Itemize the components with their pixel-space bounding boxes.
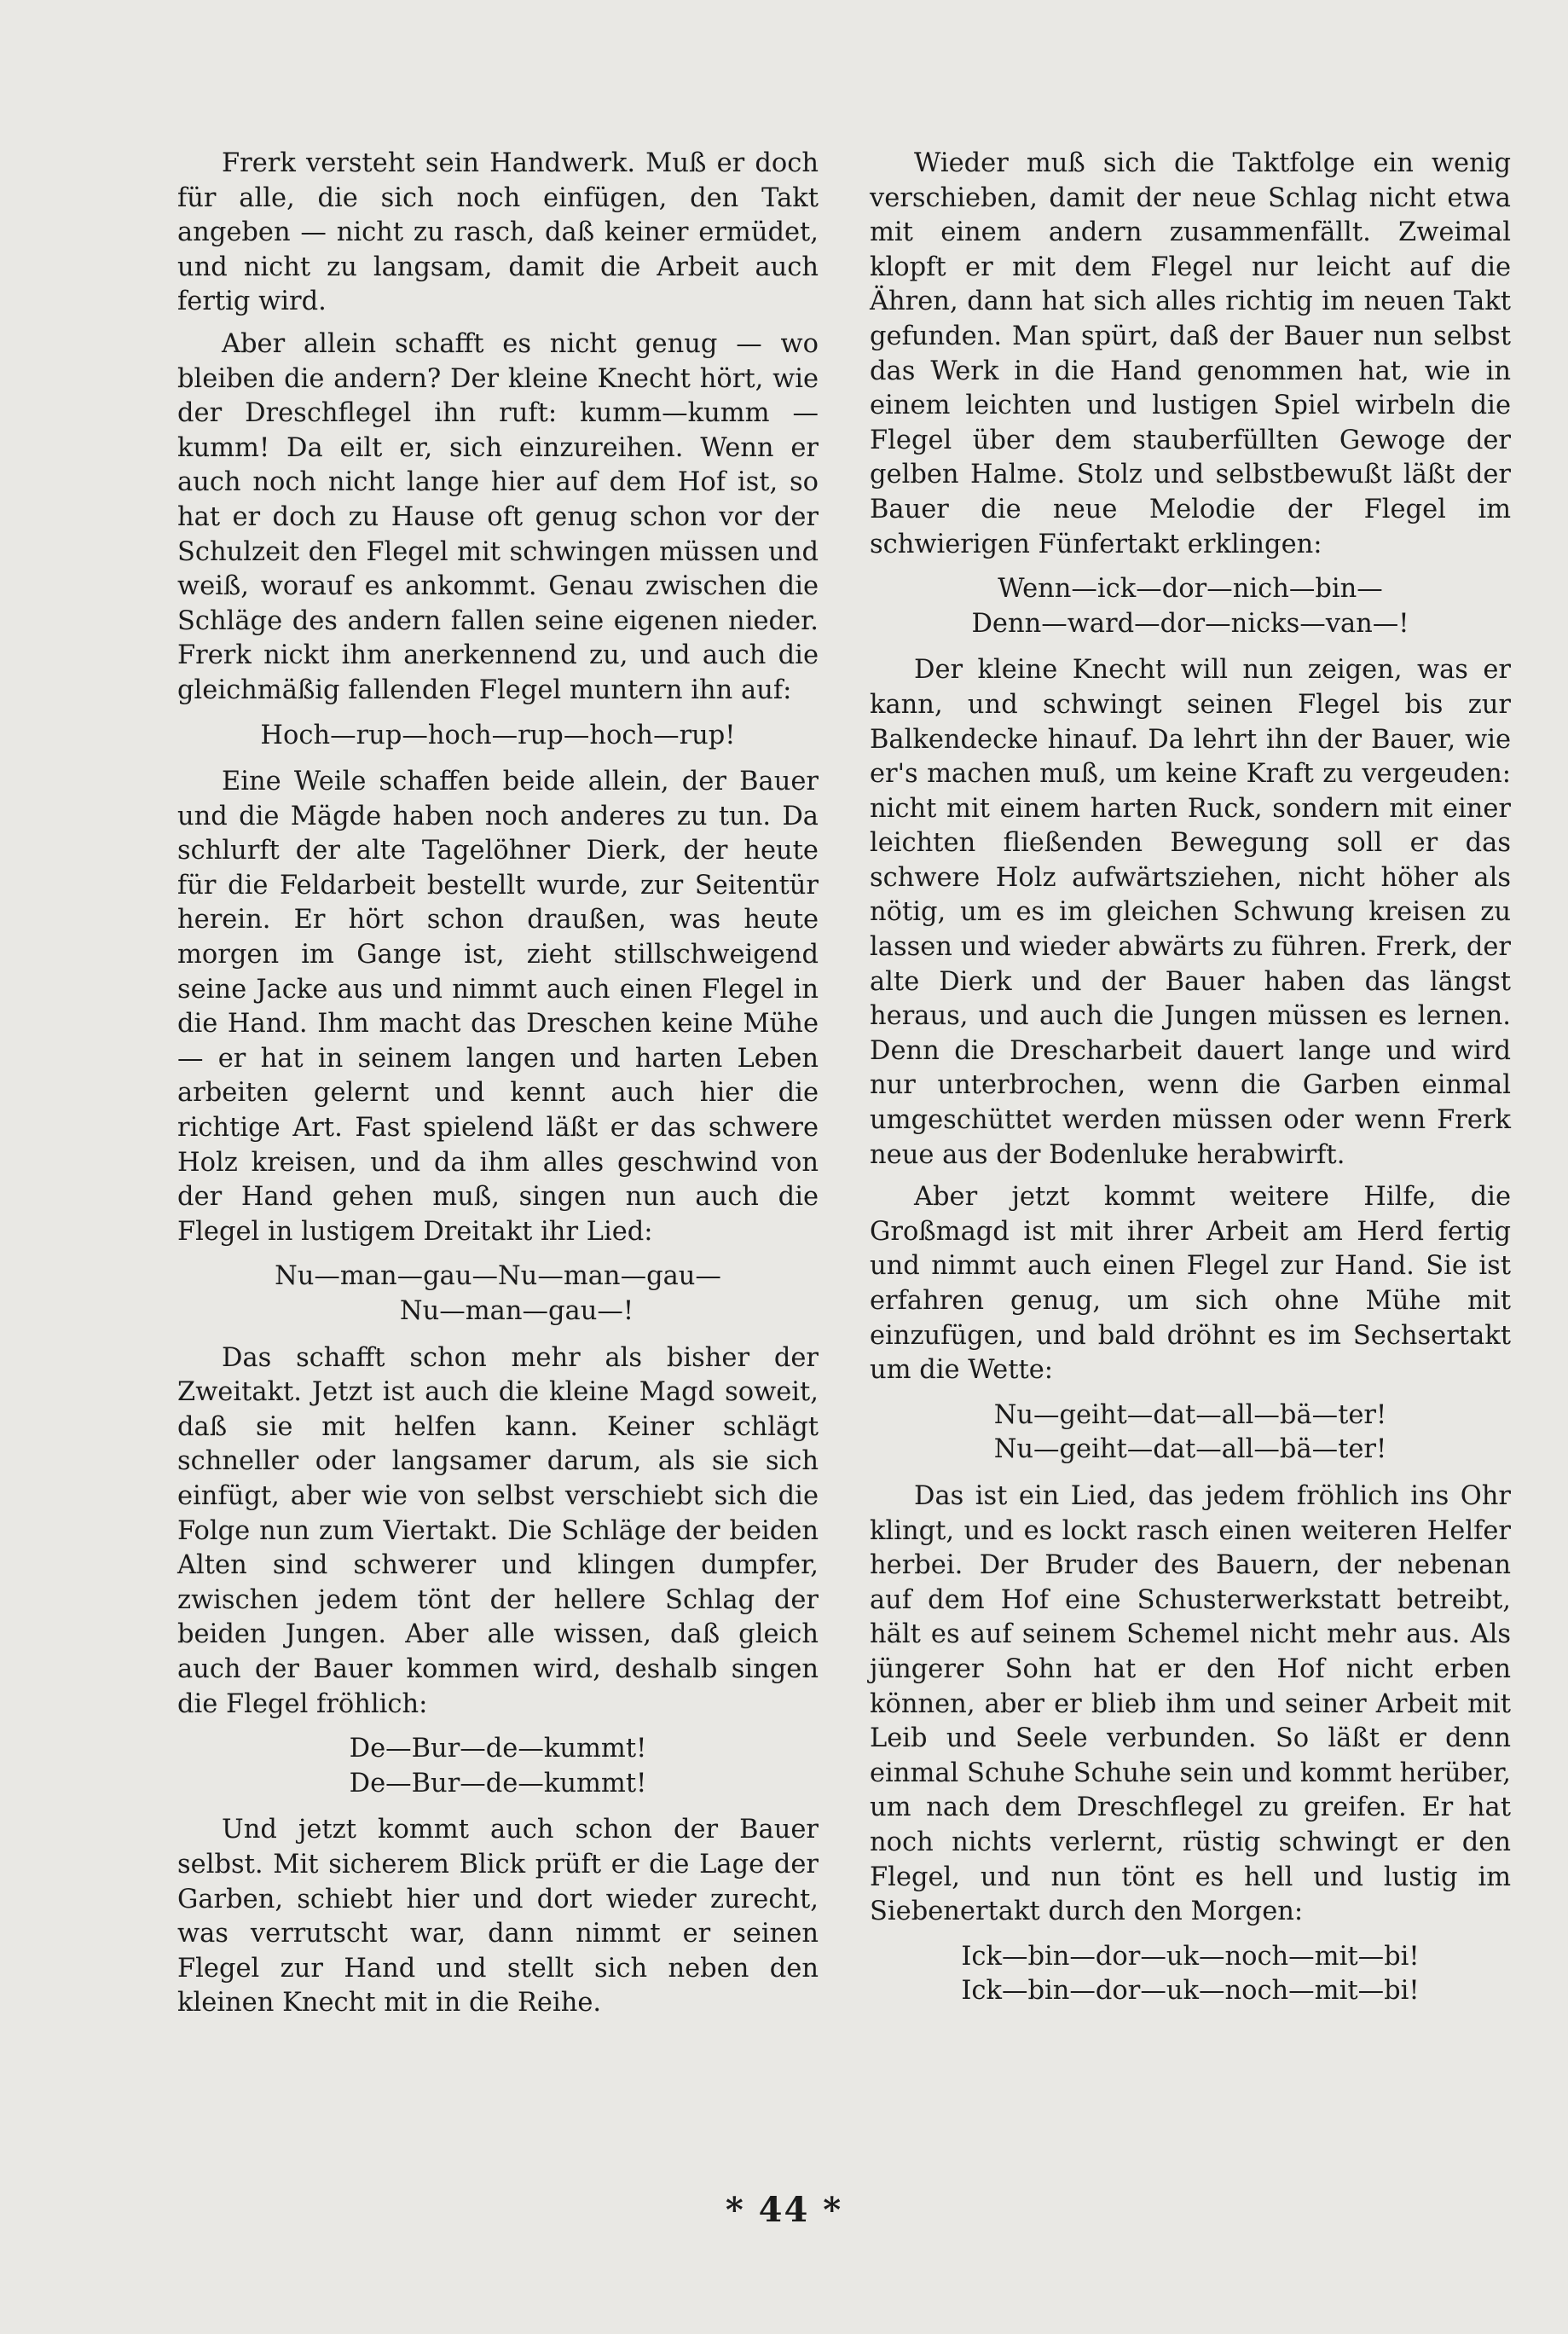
paragraph: Aber jetzt kommt weitere Hilfe, die Großmagd ist mit ihrer Arbeit am Herd fertig und nimmt auch einen Flegel zur Hand. Sie ist erfahren genug, um sich ohne Mühe mit einzufügen, und bald dröhnt es im Sechsertakt um die Wette: xyxy=(870,1182,1511,1386)
verse-line: Ick—bin—dor—uk—noch—mit—bi! xyxy=(961,1976,1420,2007)
verse-line: De—Bur—de—kummt! xyxy=(349,1768,647,1798)
verse-line: Nu—man—gau—Nu—man—gau— xyxy=(275,1261,721,1292)
verse xyxy=(177,719,819,754)
verse xyxy=(177,1732,819,1801)
paragraph: Aber allein schafft es nicht genug — wo bleiben die andern? Der kleine Knecht hört, wie der Dreschflegel ihn ruft: kumm—kumm —kumm! Da eilt er, sich einzureihen. Wenn er auch noch nicht lange hier auf dem Hof ist, so hat er doch zu Hause oft genug schon vor der Schulzeit den Flegel mit schwingen müssen und weiß, worauf es ankommt. Genau zwischen die Schläge des andern fallen seine eigenen nieder. Frerk nickt ihm anerkennend zu, und auch die gleichmäßig fallenden Flegel muntern ihn auf: xyxy=(177,328,819,705)
verse-line: Nu—geiht—dat—all—bä—ter! xyxy=(993,1399,1387,1430)
verse xyxy=(870,1940,1511,2009)
verse-line: Hoch—rup—hoch—rup—hoch—rup! xyxy=(260,720,736,750)
paragraph: Wieder muß sich die Taktfolge ein wenig verschieben, damit der neue Schlag nicht etwa mit einem andern zusammenfällt. Zweimal klopft er mit dem Flegel nur leicht auf die Ähren, dann hat sich alles richtig im neuen Takt gefunden. Man spürt, daß der Bauer nun selbst das Werk in die Hand genommen hat, wie in einem leichten und lustigen Spiel wirbeln die Flegel über dem stauberfüllten Gewoge der gelben Halme. Stolz und selbstbewußt läßt der Bauer die neue Melodie der Flegel im schwierigen Fünfertakt erklingen: xyxy=(870,148,1511,559)
paragraph: Das ist ein Lied, das jedem fröhlich ins Ohr klingt, und es lockt rasch einen weiteren Helfer herbei. Der Bruder des Bauern, der nebenan auf dem Hof eine Schusterwerkstatt betreibt, hält es auf seinem Schemel nicht mehr aus. Als jüngerer Sohn hat er den Hof nicht erben können, aber er blieb ihm und seiner Arbeit mit Leib und Seele verbunden. So läßt er denn einmal Schuhe Schuhe sein und kommt herüber, um nach dem Dreschflegel zu greifen. Er hat noch nichts verlernt, rüstig schwingt er den Flegel, und nun tönt es hell und lustig im Siebenertakt durch den Morgen: xyxy=(870,1480,1511,1927)
paragraph: Und jetzt kommt auch schon der Bauer selbst. Mit sicherem Blick prüft er die Lage der Garben, schiebt hier und dort wieder zurecht, was verrutscht war, dann nimmt er seinen Flegel zur Hand und stellt sich neben den kleinen Knecht mit in die Reihe. xyxy=(177,1815,819,2018)
paragraph: Eine Weile schaffen beide allein, der Bauer und die Mägde haben noch anderes zu tun. Da schlurft der alte Tagelöhner Dierk, der heute für die Feldarbeit bestellt wurde, zur Seitentür herein. Er hört schon draußen, was heute morgen im Gange ist, zieht stillschweigend seine Jacke aus und nimmt auch einen Flegel in die Hand. Ihm macht das Dreschen keine Mühe — er hat in seinem langen und harten Leben arbeiten gelernt und kennt auch hier die richtige Art. Fast spielend läßt er das schwere Holz kreisen, und da ihm alles geschwind von der Hand gehen muß, singen nun auch die Flegel in lustigem Dreitakt ihr Lied: xyxy=(177,767,819,1247)
verse-line: Denn—ward—dor—nicks—van—! xyxy=(971,608,1409,639)
right-column xyxy=(870,147,1511,2021)
paragraph: Der kleine Knecht will nun zeigen, was er kann, und schwingt seinen Flegel bis zur Balkendecke hinauf. Da lehrt ihn der Bauer, wie er's machen muß, um keine Kraft zu vergeuden: nicht mit einem harten Ruck, sondern mit einer leichten fließenden Bewegung soll er das schwere Holz aufwärtsziehen, nicht höher als nötig, um es im gleichen Schwung kreisen zu lassen und wieder abwärts zu führen. Frerk, der alte Dierk und der Bauer haben das längst heraus, und auch die Jungen müssen es lernen. Denn die Drescharbeit dauert lange und wird nur unterbrochen, wenn die Garben einmal umgeschüttet werden müssen oder wenn Frerk neue aus der Bodenluke herabwirft. xyxy=(870,655,1511,1170)
verse-line: Nu—man—gau—! xyxy=(399,1296,634,1326)
verse-line: De—Bur—de—kummt! xyxy=(349,1734,647,1764)
page-number: * 44 * xyxy=(725,2190,843,2230)
verse-line: Wenn—ick—dor—nich—bin— xyxy=(998,574,1383,605)
verse xyxy=(870,1399,1511,1468)
verse xyxy=(870,572,1511,641)
left-column xyxy=(177,147,819,2021)
paragraph: Frerk versteht sein Handwerk. Muß er doch für alle, die sich noch einfügen, den Takt angeben — nicht zu rasch, daß keiner ermüdet, und nicht zu langsam, damit die Arbeit auch fertig wird. xyxy=(177,148,819,317)
paragraph: Das schafft schon mehr als bisher der Zweitakt. Jetzt ist auch die kleine Magd soweit, daß sie mit helfen kann. Keiner schlägt schneller oder langsamer darum, als sie sich einfügt, aber wie von selbst verschiebt sich die Folge nun zum Viertakt. Die Schläge der beiden Alten sind schwerer und klingen dumpfer, zwischen jedem tönt der hellere Schlag der beiden Jungen. Aber alle wissen, daß gleich auch der Bauer kommen wird, deshalb singen die Flegel fröhlich: xyxy=(177,1342,819,1719)
verse-line: Nu—geiht—dat—all—bä—ter! xyxy=(993,1434,1387,1465)
verse xyxy=(177,1260,819,1329)
verse-line: Ick—bin—dor—uk—noch—mit—bi! xyxy=(961,1941,1420,1972)
